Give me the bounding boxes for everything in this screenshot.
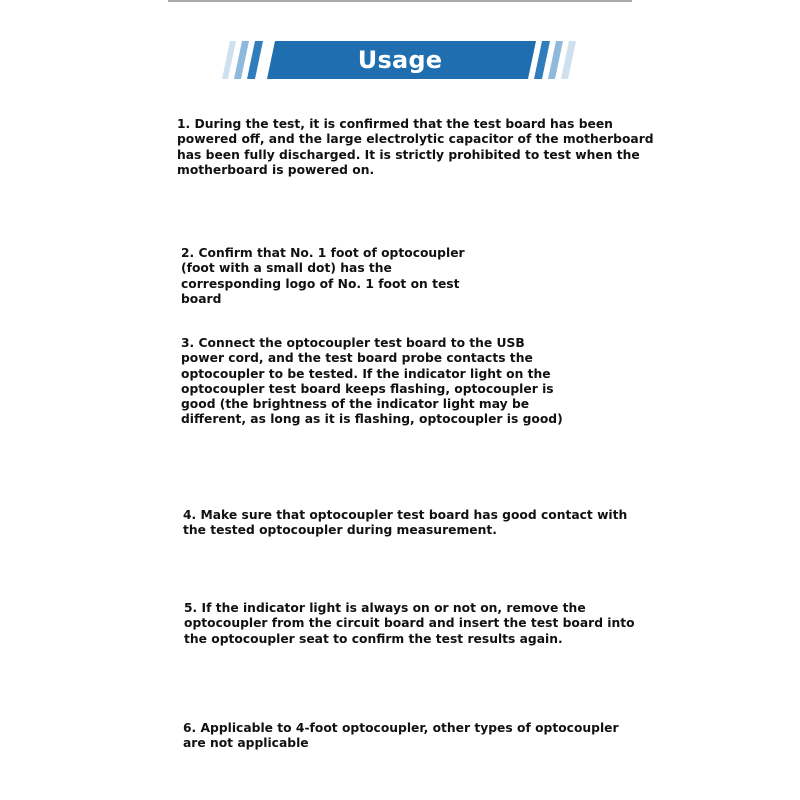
step-1-text: 1. During the test, it is confirmed that the test board has been powered off, and the large electrolytic capacitor of the motherboard has been fully discharged. It is strictly prohibited to test when the motherboard is powered on. (177, 117, 654, 177)
step-3-text: 3. Connect the optocoupler test board to the USB power cord, and the test board probe contacts the optocoupler to be tested. If the indicator light on the optocoupler test board keeps flashing, optocoupler is good (the brightness of the indicator light may be different, as long as it is flashing, optocoupler is good) (181, 336, 563, 427)
step-4-text: 4. Make sure that optocoupler test board has good contact with the tested optocoupler during measurement. (183, 508, 628, 538)
page-title: Usage (357, 46, 443, 74)
step-6-text: 6. Applicable to 4-foot optocoupler, other types of optocoupler are not applicable (183, 721, 619, 751)
usage-banner (222, 41, 578, 79)
top-divider (168, 0, 632, 2)
step-2-text: 2. Confirm that No. 1 foot of optocoupler (foot with a small dot) has the corresponding logo of No. 1 foot on test board (181, 246, 465, 306)
step-5-text: 5. If the indicator light is always on or not on, remove the optocoupler from the circuit board and insert the test board into the optocoupler seat to confirm the test results again. (184, 601, 635, 646)
